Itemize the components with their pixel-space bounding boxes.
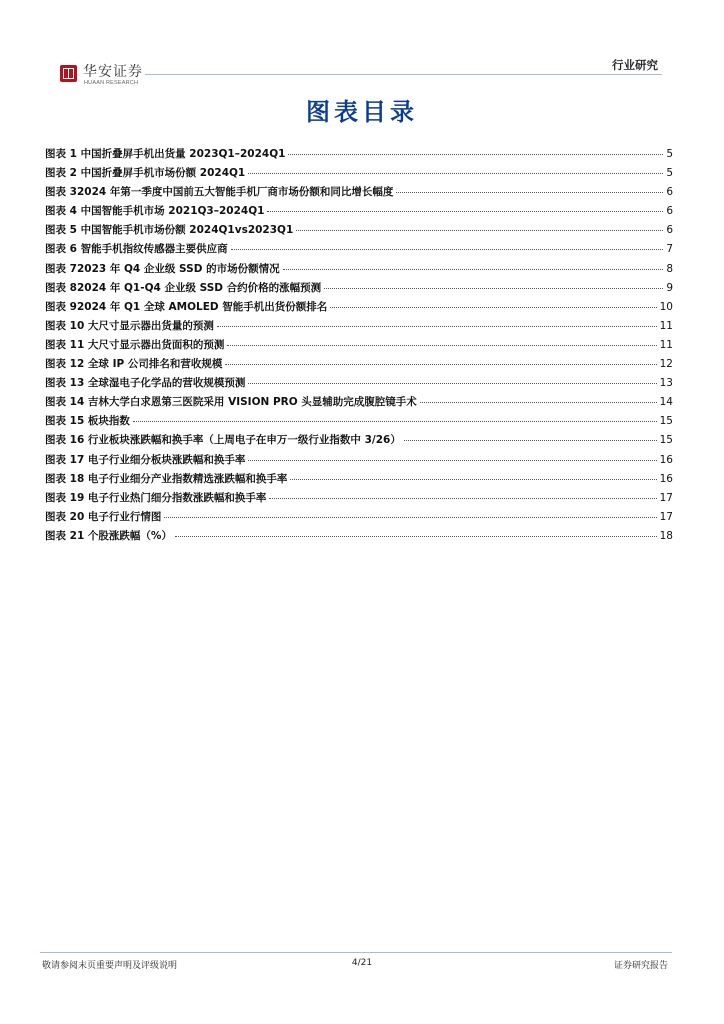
toc-entry-label[interactable]: 图表 21 个股涨跌幅（%） [45,529,172,542]
toc-dot-leader [330,307,656,308]
toc-dot-leader [404,440,657,441]
report-category-tag: 行业研究 [612,58,658,72]
toc-entry-label[interactable]: 图表 18 电子行业细分产业指数精选涨跌幅和换手率 [45,472,288,485]
figure-index-list [45,146,673,547]
toc-entry-label[interactable]: 图表 72023 年 Q4 企业级 SSD 的市场份额情况 [45,262,280,275]
footer-disclaimer: 敬请参阅末页重要声明及评级说明 [42,961,178,971]
toc-entry[interactable] [45,471,673,490]
page-header [0,0,724,90]
toc-entry-label[interactable]: 图表 13 全球湿电子化学品的营收规模预测 [45,377,246,390]
toc-entry-page[interactable]: 6 [666,205,673,218]
toc-entry-label[interactable]: 图表 11 大尺寸显示器出货面积的预测 [45,338,225,351]
logo-english-name: HUAAN RESEARCH [84,80,139,86]
toc-entry[interactable] [45,490,673,509]
toc-entry[interactable] [45,394,673,413]
toc-entry[interactable] [45,413,673,432]
toc-entry-label[interactable]: 图表 19 电子行业热门细分指数涨跌幅和换手率 [45,491,267,504]
toc-entry-page[interactable]: 16 [659,472,673,485]
toc-entry-label[interactable]: 图表 15 板块指数 [45,415,130,428]
toc-dot-leader [227,345,656,346]
toc-entry-page[interactable]: 17 [659,491,673,504]
toc-entry-label[interactable]: 图表 4 中国智能手机市场 2021Q3–2024Q1 [45,205,265,218]
huaan-logo-icon [60,65,77,82]
toc-entry[interactable] [45,452,673,471]
footer-report-type: 证券研究报告 [613,961,668,971]
toc-entry-label[interactable]: 图表 6 智能手机指纹传感器主要供应商 [45,243,228,256]
toc-entry-label[interactable]: 图表 12 全球 IP 公司排名和营收规模 [45,358,223,371]
toc-entry[interactable] [45,261,673,280]
toc-dot-leader [267,211,663,212]
logo-chinese-name: 华安证券 [83,64,143,80]
toc-entry-page[interactable]: 11 [659,338,673,351]
toc-dot-leader [290,479,656,480]
toc-entry[interactable] [45,241,673,260]
toc-dot-leader [288,154,663,155]
toc-entry-page[interactable]: 14 [659,396,673,409]
toc-dot-leader [396,192,663,193]
toc-entry-page[interactable]: 9 [666,281,673,294]
toc-entry-page[interactable]: 13 [659,377,673,390]
toc-entry[interactable] [45,432,673,451]
toc-entry-label[interactable]: 图表 82024 年 Q1-Q4 企业级 SSD 合约价格的涨幅预测 [45,281,322,294]
toc-entry[interactable] [45,528,673,547]
toc-entry-label[interactable]: 图表 92024 年 Q1 全球 AMOLED 智能手机出货份额排名 [45,300,328,313]
toc-entry-page[interactable]: 6 [666,224,673,237]
toc-dot-leader [248,173,663,174]
toc-entry-page[interactable]: 7 [666,243,673,256]
toc-entry-page[interactable]: 6 [666,186,673,199]
toc-entry[interactable] [45,318,673,337]
toc-dot-leader [164,517,656,518]
toc-entry[interactable] [45,509,673,528]
toc-entry-page[interactable]: 12 [659,358,673,371]
footer-divider [40,952,672,953]
toc-entry-label[interactable]: 图表 10 大尺寸显示器出货量的预测 [45,319,214,332]
toc-entry-label[interactable]: 图表 32024 年第一季度中国前五大智能手机厂商市场份额和同比增长幅度 [45,186,394,199]
toc-entry-page[interactable]: 8 [666,262,673,275]
toc-dot-leader [420,402,657,403]
toc-entry[interactable] [45,337,673,356]
toc-entry[interactable] [45,165,673,184]
toc-entry[interactable] [45,203,673,222]
toc-dot-leader [269,498,656,499]
toc-entry-page[interactable]: 10 [659,300,673,313]
toc-entry[interactable] [45,299,673,318]
toc-entry-page[interactable]: 5 [666,148,673,160]
toc-entry-page[interactable]: 5 [666,167,673,180]
toc-entry[interactable] [45,280,673,299]
toc-dot-leader [231,249,664,250]
toc-entry-page[interactable]: 15 [659,434,673,447]
toc-dot-leader [324,288,663,289]
toc-entry[interactable] [45,146,673,165]
toc-dot-leader [248,460,656,461]
toc-entry-page[interactable]: 15 [659,415,673,428]
toc-entry-label[interactable]: 图表 1 中国折叠屏手机出货量 2023Q1–2024Q1 [45,148,286,160]
toc-dot-leader [283,269,664,270]
toc-entry-label[interactable]: 图表 2 中国折叠屏手机市场份额 2024Q1 [45,167,246,180]
toc-entry[interactable] [45,356,673,375]
toc-entry-page[interactable]: 18 [659,529,673,542]
toc-entry[interactable] [45,222,673,241]
page-number: 4/21 [351,958,373,968]
toc-dot-leader [225,364,656,365]
toc-entry-label[interactable]: 图表 17 电子行业细分板块涨跌幅和换手率 [45,453,246,466]
toc-entry-page[interactable]: 11 [659,319,673,332]
toc-entry[interactable] [45,375,673,394]
toc-entry-label[interactable]: 图表 5 中国智能手机市场份额 2024Q1vs2023Q1 [45,224,294,237]
toc-dot-leader [296,230,663,231]
toc-entry-page[interactable]: 17 [659,510,673,523]
header-divider [145,74,662,75]
toc-dot-leader [248,383,656,384]
toc-entry[interactable] [45,184,673,203]
toc-dot-leader [133,421,657,422]
toc-dot-leader [175,536,657,537]
page-title: 图表目录 [306,98,418,126]
toc-entry-label[interactable]: 图表 14 吉林大学白求恩第三医院采用 VISION PRO 头显辅助完成腹腔镜手术 [45,396,417,409]
toc-entry-page[interactable]: 16 [659,453,673,466]
toc-dot-leader [217,326,657,327]
toc-entry-label[interactable]: 图表 20 电子行业行情图 [45,510,162,523]
toc-entry-label[interactable]: 图表 16 行业板块涨跌幅和换手率（上周电子在申万一级行业指数中 3/26） [45,434,401,447]
